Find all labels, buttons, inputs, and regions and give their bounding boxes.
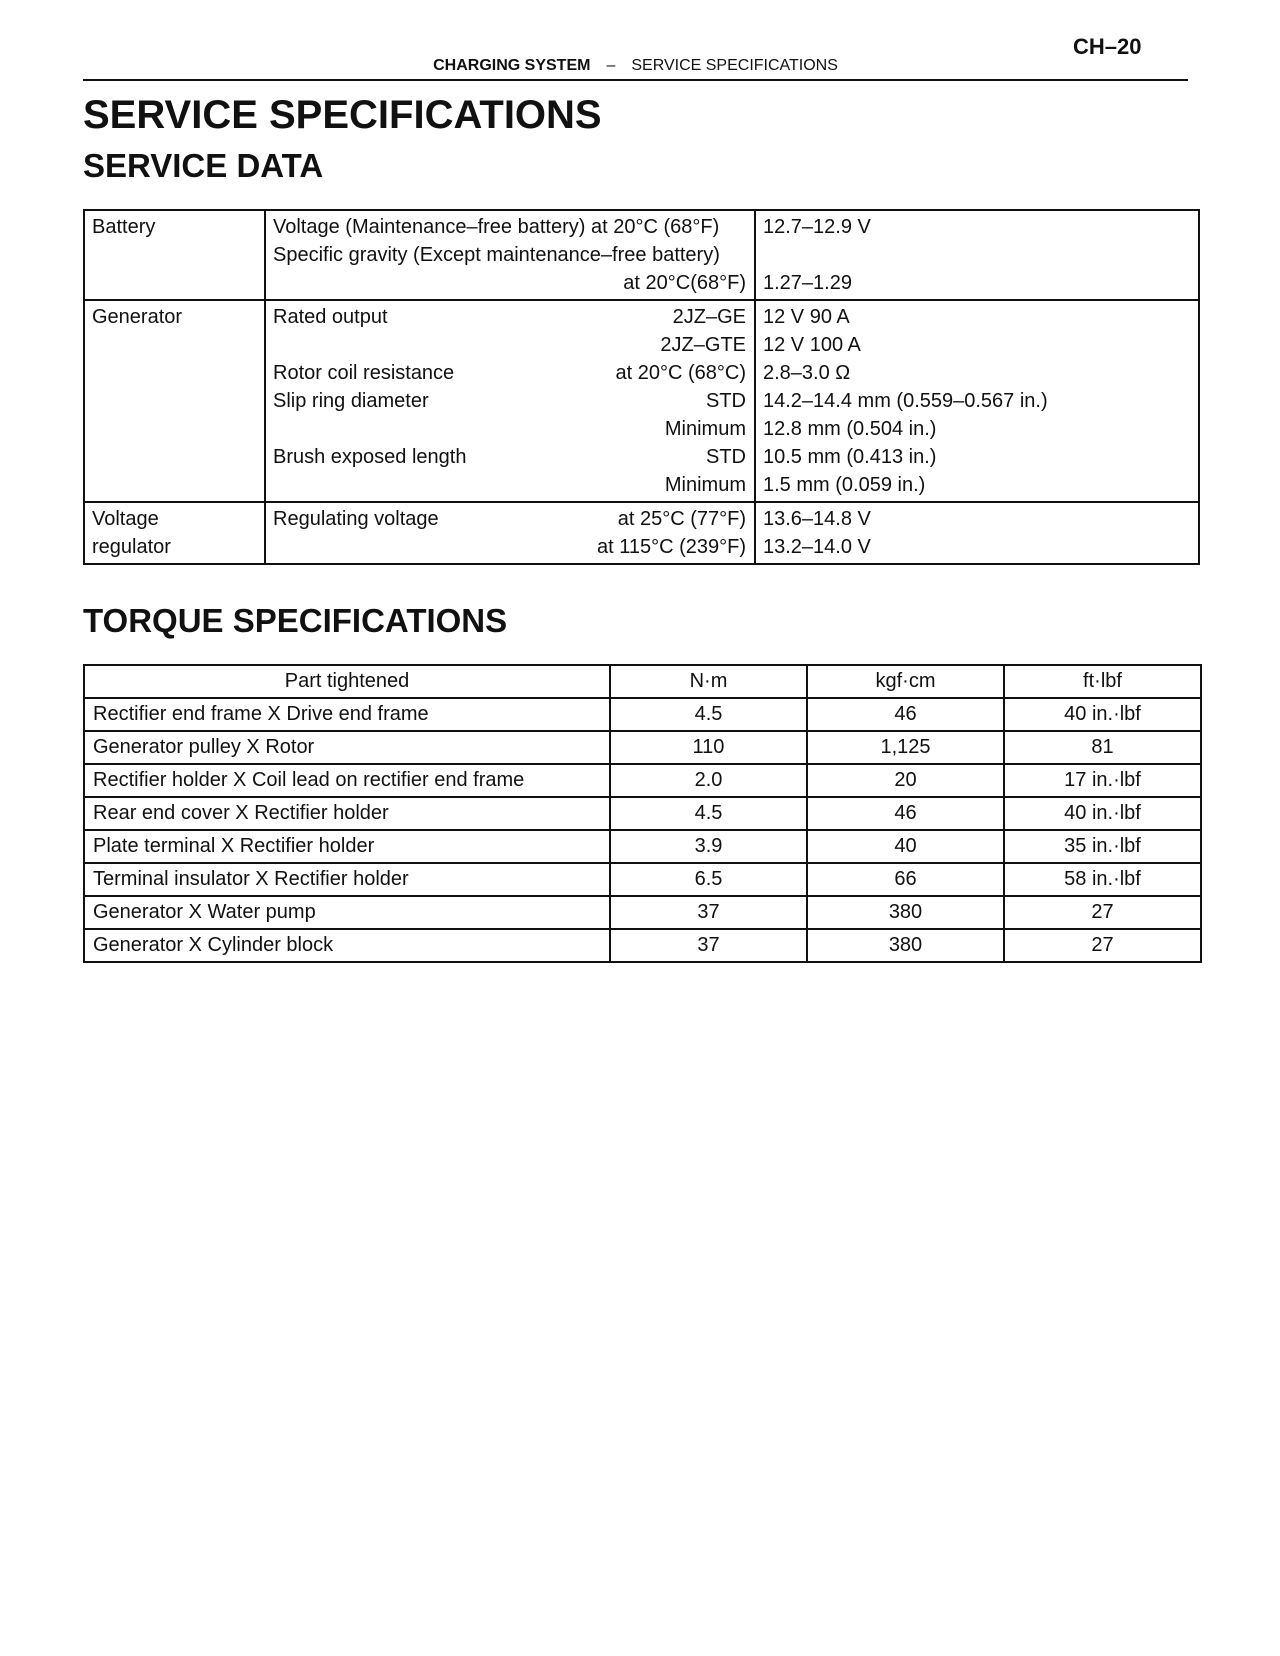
- service-data-table: [83, 209, 1200, 565]
- ftlbf-cell: 27: [1004, 929, 1201, 962]
- kgfcm-cell: 380: [807, 929, 1004, 962]
- running-header-chapter: CHARGING SYSTEM: [433, 57, 591, 74]
- regulator-desc: [265, 502, 755, 564]
- battery-row: [84, 210, 1199, 300]
- kgfcm-cell: 66: [807, 863, 1004, 896]
- regulator-values: [755, 502, 1199, 564]
- page-title: SERVICE SPECIFICATIONS: [83, 93, 602, 137]
- running-header-section: SERVICE SPECIFICATIONS: [631, 57, 838, 74]
- table-row: [84, 797, 1201, 830]
- running-header: [83, 57, 1188, 75]
- kgfcm-cell: 380: [807, 896, 1004, 929]
- table-row: [84, 764, 1201, 797]
- generator-values: [755, 300, 1199, 502]
- kgfcm-cell: 1,125: [807, 731, 1004, 764]
- service-data-heading: SERVICE DATA: [83, 147, 324, 184]
- rotor-coil-label: Rotor coil resistance: [273, 362, 455, 384]
- nm-cell: 37: [610, 929, 807, 962]
- rated-output-gte: 2JZ–GTE: [660, 334, 746, 356]
- ftlbf-cell: 27: [1004, 896, 1201, 929]
- brush-std-value: 10.5 mm (0.413 in.): [763, 446, 937, 468]
- torque-heading: TORQUE SPECIFICATIONS: [83, 602, 508, 639]
- rotor-coil-condition: at 20°C (68°C): [615, 362, 746, 384]
- brush-min: Minimum: [664, 474, 746, 496]
- brush-std: STD: [706, 446, 746, 468]
- nm-cell: 2.0: [610, 764, 807, 797]
- battery-gravity-label: Specific gravity (Except maintenance–free battery): [273, 244, 720, 266]
- rated-output-label: Rated output: [273, 306, 388, 328]
- nm-cell: 6.5: [610, 863, 807, 896]
- nm-cell: 4.5: [610, 698, 807, 731]
- ftlbf-cell: 35 in.·lbf: [1004, 830, 1201, 863]
- brush-label: Brush exposed length: [273, 446, 467, 468]
- kgfcm-cell: 20: [807, 764, 1004, 797]
- battery-gravity-value: 1.27–1.29: [763, 272, 852, 294]
- header-rule: [83, 79, 1188, 81]
- regulating-voltage-label: Regulating voltage: [273, 508, 439, 530]
- header-ftlbf: ft·lbf: [1004, 665, 1201, 698]
- regulating-25-value: 13.6–14.8 V: [763, 508, 871, 530]
- slip-ring-min-value: 12.8 mm (0.504 in.): [763, 418, 937, 440]
- ftlbf-cell: 58 in.·lbf: [1004, 863, 1201, 896]
- slip-ring-min: Minimum: [664, 418, 746, 440]
- ftlbf-cell: 17 in.·lbf: [1004, 764, 1201, 797]
- kgfcm-cell: 46: [807, 698, 1004, 731]
- rated-output-ge-value: 12 V 90 A: [763, 306, 850, 328]
- battery-voltage-value: 12.7–12.9 V: [763, 216, 871, 238]
- part-cell: Rectifier end frame X Drive end frame: [84, 698, 610, 731]
- header-nm: N·m: [610, 665, 807, 698]
- slip-ring-label: Slip ring diameter: [273, 390, 429, 412]
- nm-cell: 110: [610, 731, 807, 764]
- part-cell: Rectifier holder X Coil lead on rectifier end frame: [84, 764, 610, 797]
- regulating-115-value: 13.2–14.0 V: [763, 536, 871, 558]
- generator-row: [84, 300, 1199, 502]
- rotor-coil-value: 2.8–3.0 Ω: [763, 362, 851, 384]
- battery-desc: [265, 210, 755, 300]
- part-cell: Generator pulley X Rotor: [84, 731, 610, 764]
- page-number: CH–20: [1073, 34, 1142, 59]
- table-row: [84, 731, 1201, 764]
- table-row: [84, 830, 1201, 863]
- table-row: [84, 929, 1201, 962]
- brush-min-value: 1.5 mm (0.059 in.): [763, 474, 926, 496]
- kgfcm-cell: 40: [807, 830, 1004, 863]
- ftlbf-cell: 81: [1004, 731, 1201, 764]
- nm-cell: 3.9: [610, 830, 807, 863]
- battery-values: [755, 210, 1199, 300]
- table-row: [84, 698, 1201, 731]
- nm-cell: 37: [610, 896, 807, 929]
- nm-cell: 4.5: [610, 797, 807, 830]
- slip-ring-std: STD: [706, 390, 746, 412]
- ftlbf-cell: 40 in.·lbf: [1004, 797, 1201, 830]
- torque-table: [83, 664, 1202, 963]
- regulator-row: [84, 502, 1199, 564]
- table-row: [84, 863, 1201, 896]
- kgfcm-cell: 46: [807, 797, 1004, 830]
- torque-header-row: [84, 665, 1201, 698]
- part-cell: Generator X Cylinder block: [84, 929, 610, 962]
- regulating-115-condition: at 115°C (239°F): [596, 536, 746, 558]
- rated-output-ge: 2JZ–GE: [672, 306, 746, 328]
- battery-item: Battery: [84, 210, 265, 300]
- header-part: Part tightened: [84, 665, 610, 698]
- battery-gravity-condition: at 20°C(68°F): [623, 272, 746, 294]
- part-cell: Terminal insulator X Rectifier holder: [84, 863, 610, 896]
- running-header-separator: –: [606, 57, 616, 74]
- rated-output-gte-value: 12 V 100 A: [763, 334, 861, 356]
- ftlbf-cell: 40 in.·lbf: [1004, 698, 1201, 731]
- regulator-item: Voltage regulator: [84, 502, 265, 564]
- battery-voltage-label: Voltage (Maintenance–free battery) at 20°C (68°F): [273, 216, 720, 238]
- part-cell: Rear end cover X Rectifier holder: [84, 797, 610, 830]
- generator-desc: [265, 300, 755, 502]
- table-row: [84, 896, 1201, 929]
- generator-item: Generator: [84, 300, 265, 502]
- header-kgfcm: kgf·cm: [807, 665, 1004, 698]
- slip-ring-std-value: 14.2–14.4 mm (0.559–0.567 in.): [763, 390, 1048, 412]
- part-cell: Generator X Water pump: [84, 896, 610, 929]
- regulating-25-condition: at 25°C (77°F): [617, 508, 746, 530]
- part-cell: Plate terminal X Rectifier holder: [84, 830, 610, 863]
